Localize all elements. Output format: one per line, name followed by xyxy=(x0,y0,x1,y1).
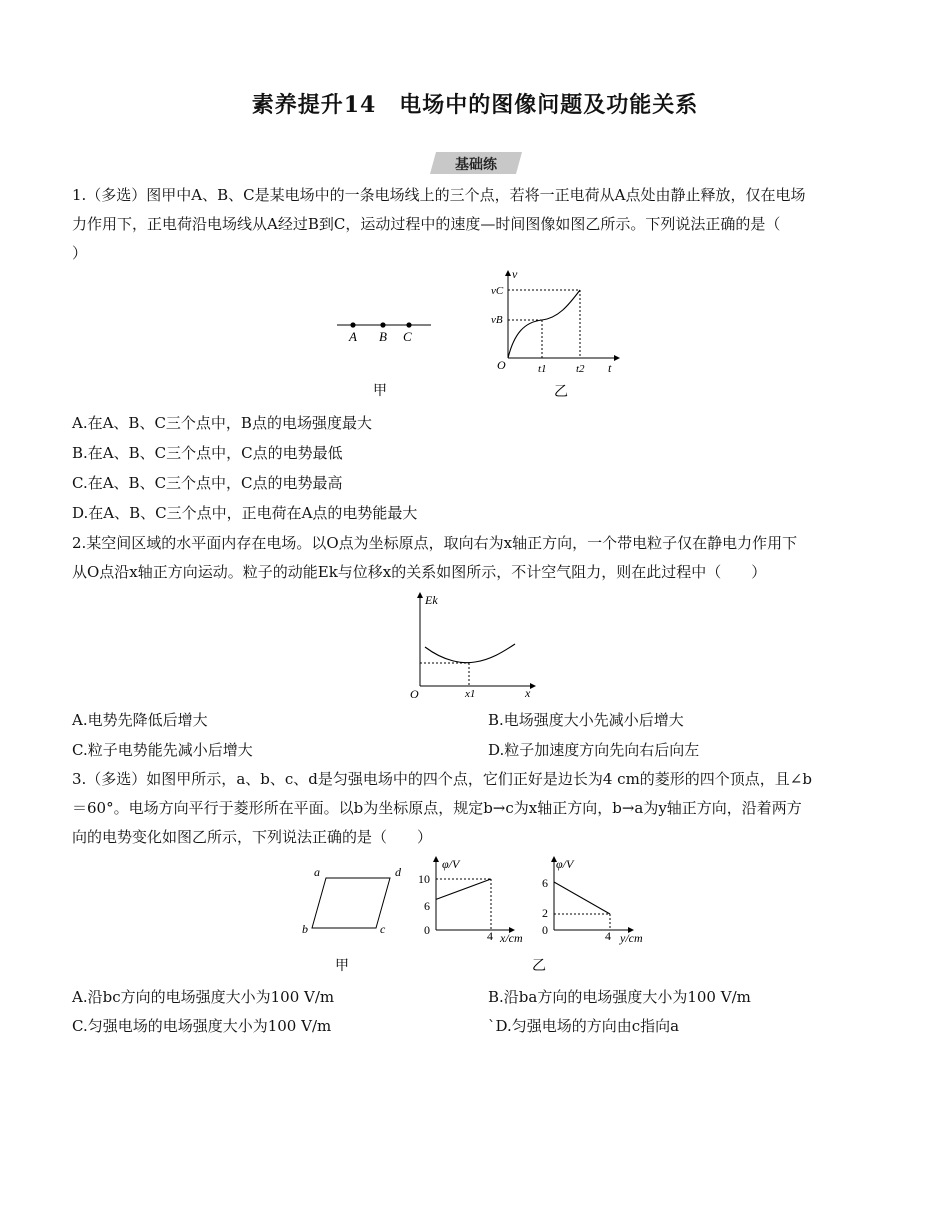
q1-option-a[interactable]: A.在A、B、C三个点中，B点的电场强度最大 xyxy=(72,414,372,432)
x1-label: x1 xyxy=(465,688,476,700)
phi-y-line xyxy=(554,882,610,914)
point-c-label: C xyxy=(403,329,412,344)
q1-caption-jia: 甲 xyxy=(373,384,387,399)
q3-graph-y xyxy=(532,856,668,974)
q3-stem-line2: ＝60°。电场方向平行于菱形所在平面。以b为坐标原点，规定b→c为x轴正方向，b→a为y轴正方向，沿着两方 xyxy=(72,799,802,817)
q2-figure xyxy=(405,590,545,702)
vertex-c-label: c xyxy=(380,922,386,936)
q3-option-c[interactable]: C.匀强电场的电场强度大小为100 V/m xyxy=(72,1017,332,1035)
point-b-label: B xyxy=(379,329,387,344)
origin-label: 0 xyxy=(424,923,430,937)
vertex-d-label: d xyxy=(395,865,401,879)
origin-label: O xyxy=(497,358,506,372)
phi-axis-label: φ/V xyxy=(556,857,574,871)
q3-caption-yi: 乙 xyxy=(532,959,546,974)
y-axis-label: y/cm xyxy=(620,931,643,945)
q3-figure-jia xyxy=(298,860,418,975)
section-badge xyxy=(430,152,522,174)
q1-figure-yi xyxy=(488,268,628,398)
tick-10: 10 xyxy=(418,872,430,886)
q3-stem-line1: 3.（多选）如图甲所示，a、b、c、d是匀强电场中的四个点，它们正好是边长为4 cm的菱形的四个顶点，且∠b xyxy=(72,770,812,788)
q2-stem-line2: 从O点沿x轴正方向运动。粒子的动能Ek与位移x的关系如图所示，不计空气阻力，则在此过程中（ ） xyxy=(72,563,767,581)
x-axis-label: x xyxy=(525,686,531,700)
vertex-b-label: b xyxy=(302,922,308,936)
page-title: 素养提升14 电场中的图像问题及功能关系 xyxy=(251,92,699,118)
q1-option-c[interactable]: C.在A、B、C三个点中，C点的电势最高 xyxy=(72,474,343,492)
vertex-a-label: a xyxy=(314,865,320,879)
q1-caption-yi: 乙 xyxy=(554,385,568,400)
origin-label: 0 xyxy=(542,923,548,937)
q2-option-c[interactable]: C.粒子电势能先减小后增大 xyxy=(72,741,253,759)
q1-option-b[interactable]: B.在A、B、C三个点中，C点的电势最低 xyxy=(72,444,343,462)
q3-stem-line3: 向的电势变化如图乙所示，下列说法正确的是（ ） xyxy=(72,828,433,846)
tick-2: 2 xyxy=(542,906,548,920)
q1-option-d[interactable]: D.在A、B、C三个点中，正电荷在A点的电势能最大 xyxy=(72,504,418,522)
ek-curve xyxy=(425,644,515,663)
point-a-label: A xyxy=(349,329,357,344)
tick-6: 6 xyxy=(542,876,548,890)
t-axis-label: t xyxy=(608,361,612,375)
point-c-dot xyxy=(406,322,411,327)
vt-curve xyxy=(508,290,580,358)
tick-6: 6 xyxy=(424,899,430,913)
v-axis-label: v xyxy=(512,267,518,281)
q3-graph-x xyxy=(418,856,548,946)
phi-x-line xyxy=(436,879,491,899)
tick-4: 4 xyxy=(605,929,611,943)
rhombus xyxy=(312,878,390,928)
q1-figure-jia xyxy=(333,315,443,399)
q2-option-d[interactable]: D.粒子加速度方向先向右后向左 xyxy=(488,741,700,759)
phi-axis-label: φ/V xyxy=(442,857,460,871)
q3-option-b[interactable]: B.沿ba方向的电场强度大小为100 V/m xyxy=(488,988,751,1006)
vb-label: vB xyxy=(491,314,503,326)
q2-stem-line1: 2.某空间区域的水平面内存在电场。以O点为坐标原点，取向右为x轴正方向，一个带电粒子仅在静电力作用下 xyxy=(72,534,798,552)
q1-stem-line1: 1.（多选）图甲中A、B、C是某电场中的一条电场线上的三个点，若将一正电荷从A点处由静止释放，仅在电场 xyxy=(72,186,806,204)
q3-option-d[interactable]: `D.匀强电场的方向由c指向a xyxy=(488,1017,680,1035)
section-label: 基础练 xyxy=(455,157,497,173)
tick-4: 4 xyxy=(487,929,493,943)
origin-label: O xyxy=(410,687,419,701)
t2-label: t2 xyxy=(576,363,585,375)
q3-caption-jia: 甲 xyxy=(335,959,349,974)
phi-axis-arrow xyxy=(433,856,439,862)
x-axis-label: x/cm xyxy=(500,931,523,945)
point-b-dot xyxy=(380,322,385,327)
vc-label: vC xyxy=(491,285,504,297)
t1-label: t1 xyxy=(538,363,547,375)
point-a-dot xyxy=(350,322,355,327)
q1-stem-line2: 力作用下，正电荷沿电场线从A经过B到C，运动过程中的速度—时间图像如图乙所示。下列说法正确的是（ xyxy=(72,215,781,233)
q1-stem-line3: ） xyxy=(72,244,88,262)
q3-option-a[interactable]: A.沿bc方向的电场强度大小为100 V/m xyxy=(72,988,335,1006)
ek-axis-label: Ek xyxy=(425,593,438,607)
q2-option-b[interactable]: B.电场强度大小先减小后增大 xyxy=(488,711,684,729)
q2-option-a[interactable]: A.电势先降低后增大 xyxy=(72,711,208,729)
